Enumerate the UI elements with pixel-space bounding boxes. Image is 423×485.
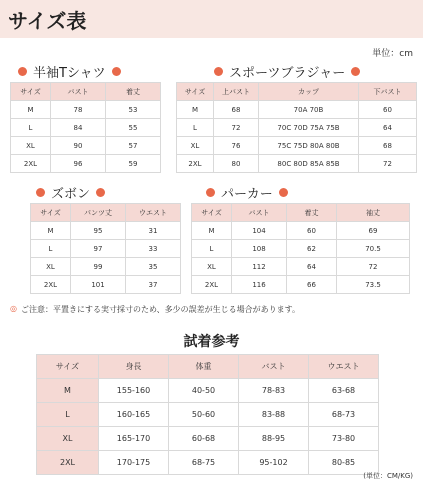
table-row	[177, 101, 417, 119]
table-cell: 2XL	[37, 451, 99, 475]
table-cell: 112	[232, 258, 287, 276]
table-cell: M	[31, 222, 71, 240]
table-row	[11, 155, 161, 173]
table-cell: 2XL	[11, 155, 51, 173]
header-cell: バスト	[232, 204, 287, 222]
table-cell: 2XL	[177, 155, 214, 173]
table-cell: L	[11, 119, 51, 137]
table-row	[31, 276, 181, 294]
hoodie-section-title	[206, 183, 288, 202]
table-row	[37, 403, 379, 427]
hoodie-table	[191, 203, 410, 294]
table-cell: 160-165	[99, 403, 169, 427]
header-cell: サイズ	[31, 204, 71, 222]
table-row	[11, 119, 161, 137]
table-cell: 33	[126, 240, 181, 258]
table-cell: M	[37, 379, 99, 403]
table-cell: 50-60	[169, 403, 239, 427]
table-row	[177, 137, 417, 155]
notice	[10, 304, 415, 315]
table-cell: 2XL	[192, 276, 232, 294]
table-cell: 108	[232, 240, 287, 258]
table-cell: 68	[214, 101, 259, 119]
header-cell: 着丈	[106, 83, 161, 101]
page-title: サイズ表	[8, 9, 87, 33]
table-row	[37, 379, 379, 403]
table-cell: M	[11, 101, 51, 119]
pants-table	[30, 203, 181, 294]
header-cell: 上バスト	[214, 83, 259, 101]
pants-title: ズボン	[51, 187, 91, 202]
title-bar	[0, 0, 423, 38]
bra-title: スポーツブラジャー	[229, 66, 346, 81]
table-row	[11, 137, 161, 155]
table-cell: 72	[337, 258, 410, 276]
table-cell: XL	[37, 427, 99, 451]
table-cell: 96	[51, 155, 106, 173]
table-cell: 62	[287, 240, 337, 258]
table-cell: 64	[287, 258, 337, 276]
table-row	[31, 258, 181, 276]
table-cell: XL	[11, 137, 51, 155]
header-cell: サイズ	[37, 355, 99, 379]
table-row	[177, 119, 417, 137]
table-cell: XL	[192, 258, 232, 276]
table-cell: 88-95	[239, 427, 309, 451]
table-cell: M	[192, 222, 232, 240]
fitting-title: 試着参考	[183, 334, 240, 350]
table-cell: 35	[126, 258, 181, 276]
table-row	[192, 222, 410, 240]
tshirt-table	[10, 82, 161, 173]
table-cell: 70C 70D 75A 75B	[259, 119, 359, 137]
header-cell: バスト	[51, 83, 106, 101]
dot-icon	[214, 67, 223, 76]
dot-icon	[18, 67, 27, 76]
table-cell: 84	[51, 119, 106, 137]
table-cell: 72	[359, 155, 417, 173]
table-cell: L	[31, 240, 71, 258]
table-row	[177, 155, 417, 173]
table-row	[31, 222, 181, 240]
table-cell: 63-68	[309, 379, 379, 403]
header-cell: サイズ	[192, 204, 232, 222]
header-cell: カップ	[259, 83, 359, 101]
table-cell: 68	[359, 137, 417, 155]
table-cell: 2XL	[31, 276, 71, 294]
table-cell: 70A 70B	[259, 101, 359, 119]
tshirt-title: 半袖Tシャツ	[33, 66, 106, 81]
table-row	[11, 101, 161, 119]
table-cell: L	[177, 119, 214, 137]
header-cell: 体重	[169, 355, 239, 379]
table-cell: 66	[287, 276, 337, 294]
table-cell: 170-175	[99, 451, 169, 475]
dot-icon	[351, 67, 360, 76]
fitting-table	[36, 354, 379, 475]
table-cell: XL	[31, 258, 71, 276]
table-cell: 97	[71, 240, 126, 258]
table-cell: 95-102	[239, 451, 309, 475]
tshirt-section-title	[18, 62, 121, 81]
table-cell: 40-50	[169, 379, 239, 403]
table-cell: 104	[232, 222, 287, 240]
table-cell: L	[37, 403, 99, 427]
table-cell: 72	[214, 119, 259, 137]
table-cell: 90	[51, 137, 106, 155]
header-cell: サイズ	[177, 83, 214, 101]
table-cell: 68-73	[309, 403, 379, 427]
table-cell: 60	[287, 222, 337, 240]
table-cell: 64	[359, 119, 417, 137]
table-cell: 60	[359, 101, 417, 119]
table-cell: M	[177, 101, 214, 119]
table-cell: 60-68	[169, 427, 239, 451]
table-row	[192, 240, 410, 258]
header-cell: 下バスト	[359, 83, 417, 101]
table-cell: 59	[106, 155, 161, 173]
table-cell: 78	[51, 101, 106, 119]
header-cell: ウエスト	[126, 204, 181, 222]
table-cell: 99	[71, 258, 126, 276]
table-cell: 69	[337, 222, 410, 240]
bullet-icon: ◎	[10, 304, 17, 313]
table-cell: XL	[177, 137, 214, 155]
table-cell: L	[192, 240, 232, 258]
table-row	[37, 451, 379, 475]
header-cell: 身長	[99, 355, 169, 379]
table-cell: 78-83	[239, 379, 309, 403]
table-cell: 57	[106, 137, 161, 155]
dot-icon	[279, 188, 288, 197]
dot-icon	[96, 188, 105, 197]
bra-section-title	[214, 62, 360, 81]
table-cell: 101	[71, 276, 126, 294]
table-cell: 80	[214, 155, 259, 173]
dot-icon	[206, 188, 215, 197]
table-cell: 70.5	[337, 240, 410, 258]
table-cell: 76	[214, 137, 259, 155]
header-cell: 着丈	[287, 204, 337, 222]
notice-text: ご注意：平置きにする実寸採寸のため、多少の誤差が生じる場合があります。	[20, 305, 301, 314]
table-cell: 73.5	[337, 276, 410, 294]
table-cell: 80-85	[309, 451, 379, 475]
dot-icon	[36, 188, 45, 197]
header-cell: バスト	[239, 355, 309, 379]
hoodie-title: パーカー	[221, 187, 273, 202]
table-cell: 83-88	[239, 403, 309, 427]
table-cell: 68-75	[169, 451, 239, 475]
table-cell: 95	[71, 222, 126, 240]
header-cell: ウエスト	[309, 355, 379, 379]
bra-table	[176, 82, 417, 173]
table-cell: 116	[232, 276, 287, 294]
table-cell: 37	[126, 276, 181, 294]
header-cell: 袖丈	[337, 204, 410, 222]
dot-icon	[112, 67, 121, 76]
table-row	[192, 258, 410, 276]
table-row	[192, 276, 410, 294]
table-cell: 165-170	[99, 427, 169, 451]
table-cell: 55	[106, 119, 161, 137]
unit-label: 単位：cm	[372, 49, 413, 59]
table-cell: 73-80	[309, 427, 379, 451]
header-cell: サイズ	[11, 83, 51, 101]
table-row	[37, 427, 379, 451]
table-cell: 75C 75D 80A 80B	[259, 137, 359, 155]
fitting-unit: (単位：CM/KG)	[363, 472, 413, 480]
table-cell: 31	[126, 222, 181, 240]
table-cell: 155-160	[99, 379, 169, 403]
header-cell: パンツ丈	[71, 204, 126, 222]
pants-section-title	[36, 183, 105, 202]
table-cell: 80C 80D 85A 85B	[259, 155, 359, 173]
table-cell: 53	[106, 101, 161, 119]
table-row	[31, 240, 181, 258]
